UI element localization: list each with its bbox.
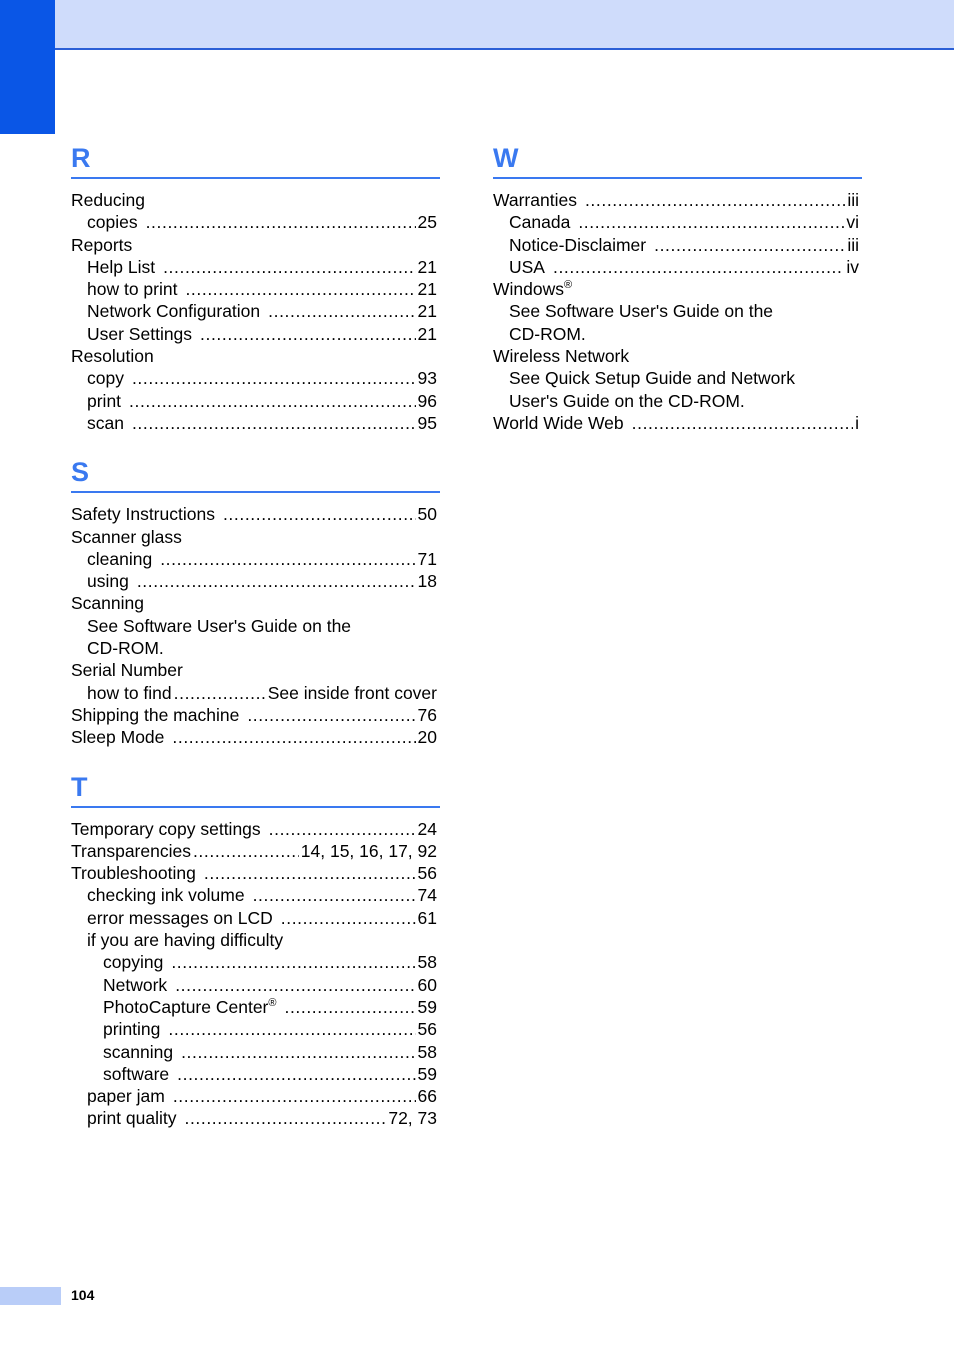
index-term-text: Network Configuration [87,301,261,322]
index-term-text: Reducing [71,190,145,210]
index-term-text: Network [103,974,168,995]
index-term-text: World Wide Web [493,412,624,433]
dot-leader [163,256,415,278]
index-section-t [71,769,440,1130]
index-column-right [493,140,862,454]
index-term [493,189,577,211]
index-term-text: copy [87,368,124,389]
index-term [103,996,277,1018]
index-page-ref: 21 [417,301,437,322]
index-term-text: Canada [509,212,571,233]
index-term [103,1018,160,1040]
dot-leader [285,996,416,1018]
index-page-ref: 74 [417,885,437,906]
index-term [493,278,572,300]
index-term [71,840,191,862]
section-letter: S [71,454,440,493]
index-entry [71,862,437,884]
index-entry [71,390,437,412]
index-page-ref: iv [846,256,859,277]
index-entry [493,234,859,256]
index-page-ref: 58 [417,1041,437,1062]
index-page-ref: See inside front cover [267,682,437,703]
index-entry [71,929,437,951]
index-entry [71,726,437,748]
index-entry [71,1063,437,1085]
index-page-ref: 72, 73 [388,1108,437,1129]
registered-mark: ® [268,997,277,1010]
index-term-text: copying [103,952,164,973]
index-term-text: cleaning [87,548,153,569]
dot-leader [253,884,416,906]
dot-leader [172,726,415,748]
index-entry [71,637,437,659]
index-page-ref: 60 [417,974,437,995]
index-term [103,1041,173,1063]
index-term-text: Wireless Network [493,346,630,367]
index-entry [71,211,437,233]
index-page-ref: 56 [417,863,437,884]
dot-leader [160,548,415,570]
index-term-text: print [87,390,122,411]
dot-leader [173,1085,416,1107]
index-section-r [71,140,440,434]
dot-leader [268,300,415,322]
entry-list [71,503,440,748]
index-term-text: checking ink volume [87,885,245,906]
index-entry [71,189,437,211]
index-term [87,412,124,434]
index-term [71,726,164,748]
index-entry [493,345,859,367]
dot-leader [181,1041,415,1063]
index-term [71,526,182,548]
index-term-text: Notice-Disclaimer [509,234,647,255]
index-term-text: Safety Instructions [71,504,215,525]
index-term-text: Sleep Mode [71,727,165,748]
index-term-text: Resolution [71,346,154,367]
index-entry [71,345,437,367]
section-letter: W [493,140,862,179]
dot-leader [200,323,415,345]
index-page-ref: 24 [417,818,437,839]
index-page-ref: 21 [417,256,437,277]
index-page-ref: 56 [417,1019,437,1040]
index-page-ref: 50 [417,504,437,525]
dot-leader [193,840,299,862]
index-term [71,503,215,525]
index-entry [71,503,437,525]
chapter-tab [0,0,55,134]
index-term-text: software [103,1063,170,1084]
header-band [55,0,954,50]
index-section-w [493,140,862,434]
index-entry [71,818,437,840]
dot-leader [632,412,853,434]
dot-leader [132,412,416,434]
index-term-text: print quality [87,1108,177,1129]
dot-leader [171,951,415,973]
index-term [493,345,629,367]
index-term [71,345,154,367]
index-entry [71,278,437,300]
dot-leader [174,682,266,704]
index-term-text: paper jam [87,1086,165,1107]
index-term-text: how to print [87,279,178,300]
index-term [87,548,152,570]
index-page-ref: 71 [417,548,437,569]
index-entry [71,234,437,256]
index-term [71,818,261,840]
dot-leader [185,278,415,300]
index-entry [493,189,859,211]
entry-list [493,189,862,434]
index-entry [71,884,437,906]
index-entry [71,951,437,973]
index-entry [71,907,437,929]
index-column-left [71,140,440,1150]
index-term-text: Scanning [71,593,144,614]
dot-leader [137,570,416,592]
entry-list [71,189,440,434]
index-term [87,884,245,906]
index-term-text: if you are having difficulty [87,930,284,951]
index-entry [71,526,437,548]
index-entry [71,1085,437,1107]
index-page-ref: 14, 15, 16, 17, 92 [300,840,437,861]
index-term [509,211,570,233]
dot-leader [175,974,415,996]
index-page-ref: 59 [417,1063,437,1084]
index-term [87,1085,165,1107]
index-term-text: PhotoCapture Center [103,996,269,1017]
index-entry [71,615,437,637]
index-term [103,951,163,973]
index-page-ref: i [855,412,859,433]
index-term-text: how to find [87,682,172,703]
entry-list [71,818,440,1130]
index-term [87,637,164,659]
index-term [71,592,144,614]
index-term-text: User Settings [87,323,193,344]
index-term [87,390,121,412]
index-term [509,300,773,322]
dot-leader [132,367,416,389]
index-entry [71,659,437,681]
index-page-ref: 96 [417,390,437,411]
dot-leader [281,907,416,929]
index-page-ref: 59 [417,996,437,1017]
dot-leader [129,390,415,412]
index-term-text: USA [509,256,545,277]
index-entry [71,996,437,1018]
index-page-ref: vi [846,212,859,233]
index-page-ref: 58 [417,952,437,973]
index-entry [493,211,859,233]
index-entry [71,1107,437,1129]
index-term-text: scan [87,412,124,433]
index-entry [71,548,437,570]
index-page-ref: 66 [417,1086,437,1107]
dot-leader [168,1018,415,1040]
dot-leader [269,818,416,840]
index-term [71,862,196,884]
footer-bar [0,1287,61,1305]
index-term-text: copies [87,212,138,233]
index-page-ref: 61 [417,907,437,928]
index-term-text: using [87,571,129,592]
registered-mark: ® [564,279,573,292]
index-term-text: User's Guide on the CD-ROM. [509,390,745,411]
index-term-text: See Quick Setup Guide and Network [509,368,795,389]
index-term [71,704,239,726]
dot-leader [223,503,416,525]
dot-leader [578,211,844,233]
index-term-text: Serial Number [71,660,183,681]
dot-leader [177,1063,415,1085]
dot-leader [185,1107,387,1129]
index-term [87,1107,177,1129]
index-term-text: Transparencies [71,840,191,861]
index-entry [493,390,859,412]
index-term [87,278,177,300]
index-term [509,390,745,412]
dot-leader [204,862,416,884]
index-entry [493,412,859,434]
index-term-text: CD-ROM. [509,323,586,344]
index-term [87,929,283,951]
index-page-ref: iii [847,234,859,255]
index-entry [493,367,859,389]
index-term-text: Troubleshooting [71,863,196,884]
index-entry [71,974,437,996]
index-term [103,974,167,996]
index-term-text: printing [103,1019,161,1040]
index-term [87,367,124,389]
dot-leader [553,256,844,278]
index-term-text: Shipping the machine [71,704,240,725]
index-entry [71,592,437,614]
index-term [509,367,795,389]
index-term-text: Windows [493,279,564,300]
index-entry [493,323,859,345]
index-term-text: See Software User's Guide on the [509,301,774,322]
index-page-ref: 25 [417,212,437,233]
section-letter: R [71,140,440,179]
index-page-ref: 21 [417,279,437,300]
index-term [71,234,132,256]
index-term-text: See Software User's Guide on the [87,615,352,636]
dot-leader [247,704,415,726]
index-term [87,682,172,704]
index-entry [71,367,437,389]
index-term-text: Help List [87,256,156,277]
index-entry [71,256,437,278]
dot-leader [146,211,416,233]
index-entry [71,1041,437,1063]
index-term [509,234,646,256]
index-term [87,615,351,637]
index-entry [71,704,437,726]
index-term-text: error messages on LCD [87,907,273,928]
index-term [509,256,545,278]
index-entry [493,278,859,300]
index-term [509,323,586,345]
index-entry [71,300,437,322]
index-term [71,659,183,681]
index-entry [71,1018,437,1040]
index-entry [71,323,437,345]
index-term [87,570,129,592]
index-term [87,323,192,345]
dot-leader [654,234,845,256]
index-term [87,907,273,929]
index-entry [71,570,437,592]
index-term-text: Scanner glass [71,526,182,547]
index-entry [493,256,859,278]
index-entry [71,682,437,704]
index-term [493,412,624,434]
section-letter: T [71,769,440,808]
index-page-ref: 21 [417,323,437,344]
index-page-ref: 18 [417,571,437,592]
index-term [87,256,155,278]
index-page-ref: 76 [417,704,437,725]
index-section-s [71,454,440,748]
index-entry [71,840,437,862]
dot-leader [585,189,845,211]
index-page-ref: 93 [417,368,437,389]
page-number: 104 [71,1287,95,1303]
index-term-text: scanning [103,1041,174,1062]
index-page-ref: iii [847,190,859,210]
index-term [87,211,138,233]
index-term [103,1063,169,1085]
index-page-ref: 95 [417,412,437,433]
index-entry [493,300,859,322]
index-term [71,189,145,211]
index-entry [71,412,437,434]
index-page-ref: 20 [417,727,437,748]
index-term-text: Warranties [493,190,577,210]
index-term-text: Reports [71,234,133,255]
index-term [87,300,260,322]
index-term-text: CD-ROM. [87,638,164,659]
index-term-text: Temporary copy settings [71,818,261,839]
